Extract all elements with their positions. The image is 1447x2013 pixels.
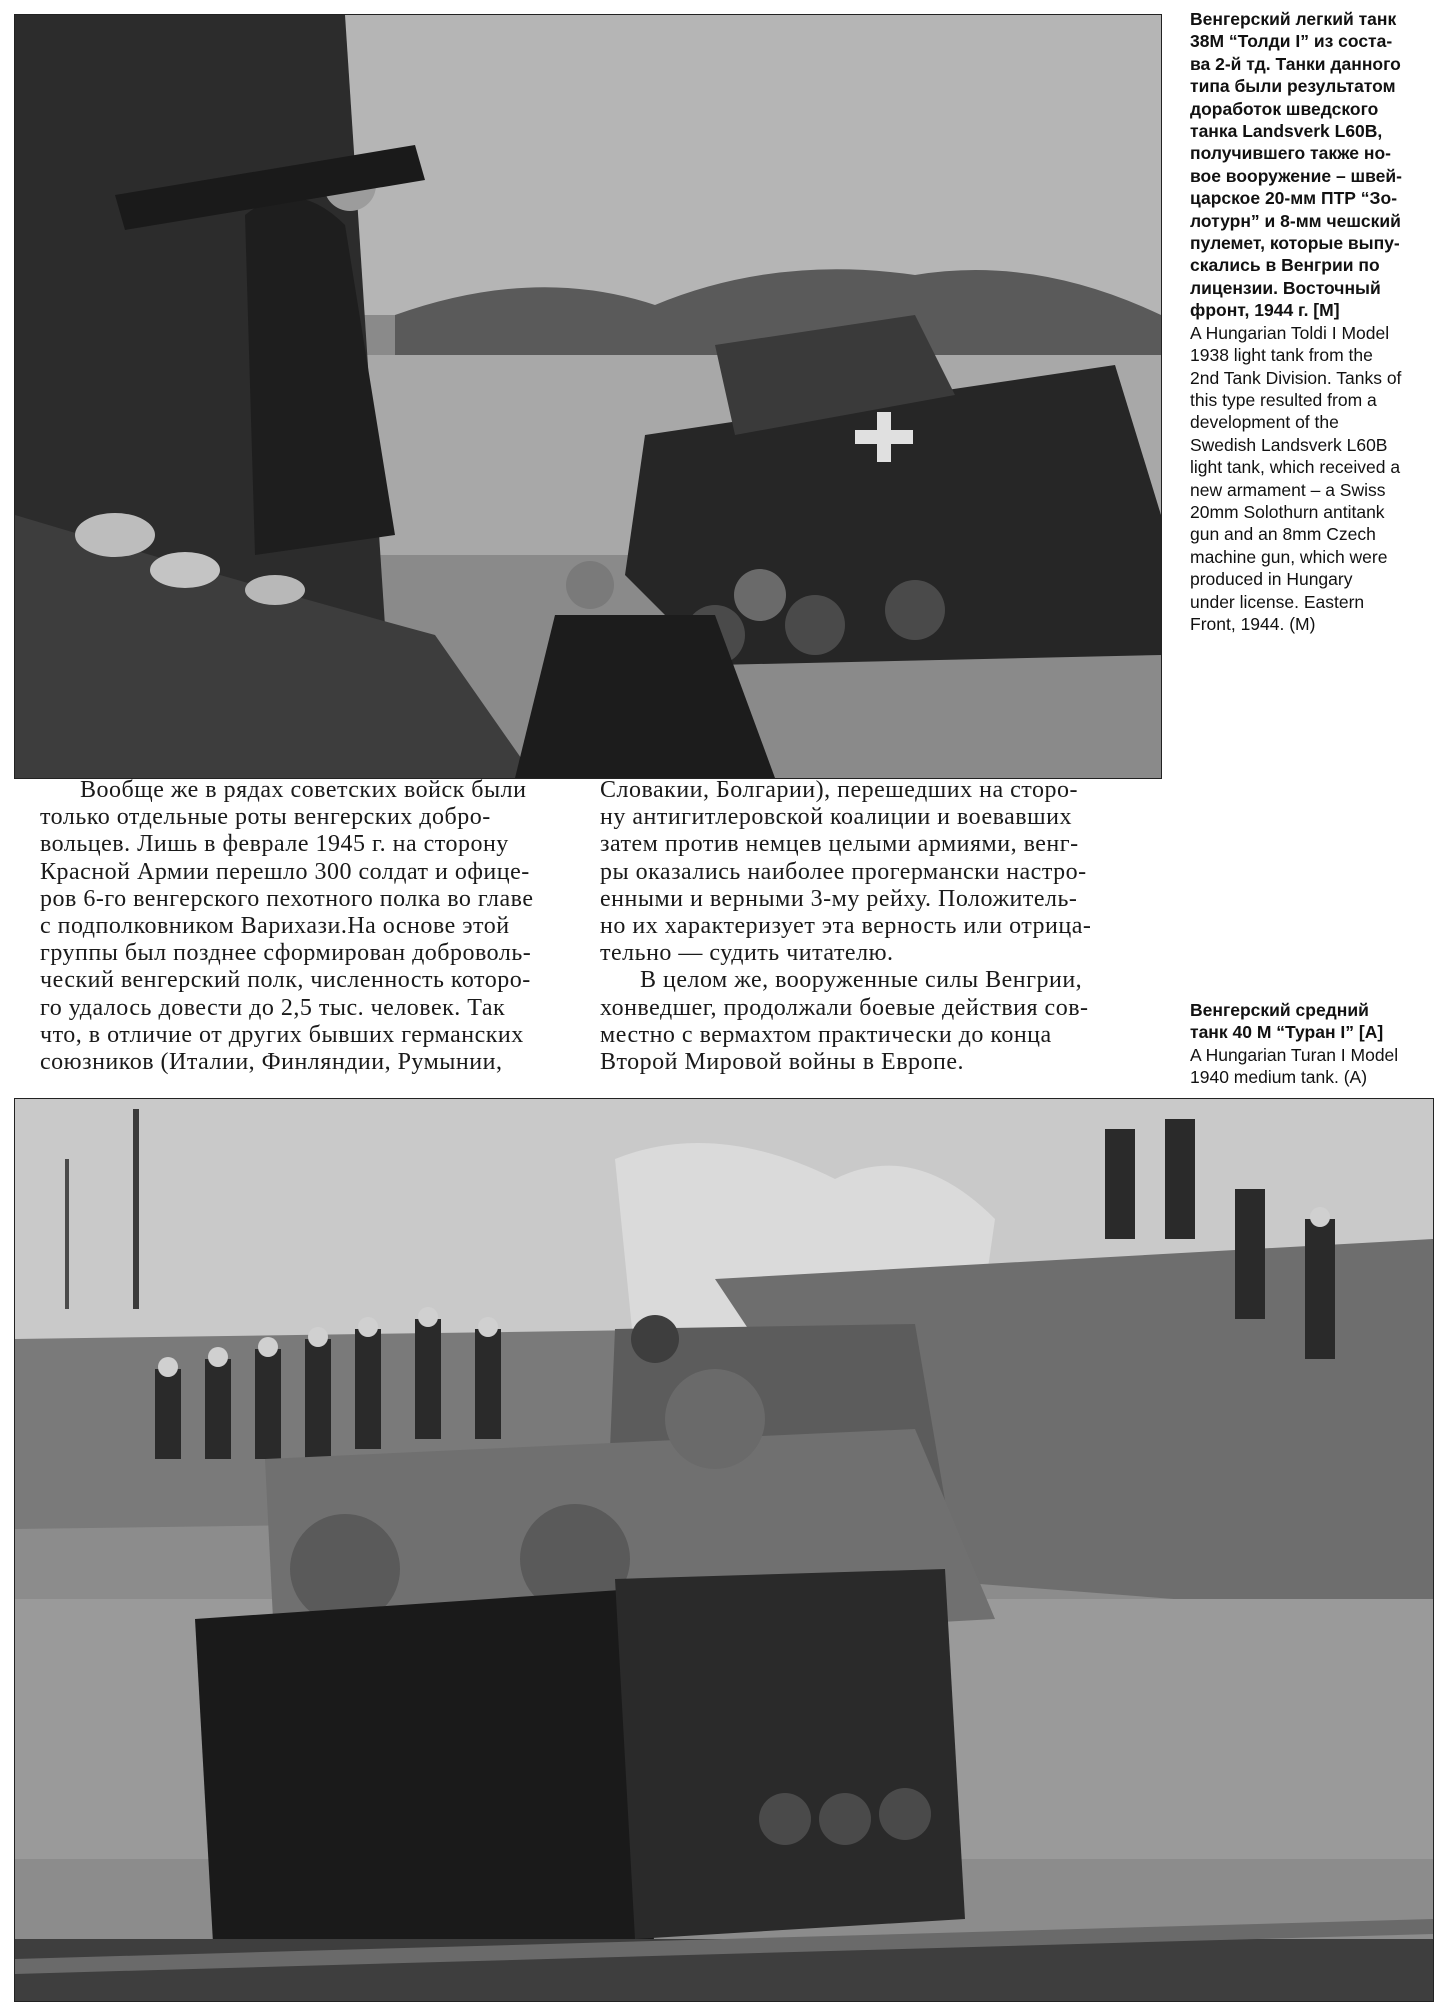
caption-turan-en: A Hungarian Turan I Model 1940 medium tank. (A) <box>1190 1044 1399 1088</box>
body-paragraph-left: Вообще же в рядах советских войск были только отдельные роты венгерских добро- вольцев. Лишь в феврале 1945 г. на сторону Красной Армии перешло 300 солдат и офице- ров 6-го венгерского пехотного полка во главе с подполковником Варихази.На основе этой группы был позднее сформирован доброволь- ческий венгерский полк, численность которо- го удалось довести до 2,5 тыс. человек. Так что, в отличие от других бывших германских союзников (Италии, Финляндии, Румынии, <box>40 777 534 1076</box>
photo-toldi-scene <box>15 15 1161 778</box>
photo-turan-scene <box>15 1099 1433 2001</box>
body-paragraph-right-1: Словакии, Болгарии), перешедших на сторо- ну антигитлеровской коалиции и воевавших затем против немцев целыми армиями, венг- ры оказались наиболее прогермански настро- енными и верными 3-му рейху. Положитель- но их характеризует эта верность или отрица- тельно — судить читателю. <box>600 777 1092 967</box>
photo-turan-tank <box>14 1098 1434 2002</box>
caption-toldi-ru: Венгерский легкий танк 38М “Толди I” из соста- ва 2-й тд. Танки данного типа были результатом доработок шведского танка Landsverk L60B, получившего также но- вое вооружение – швей- царское 20-мм ПТР “Зо- лотурн” и 8-мм чешский пулемет, которые выпу- скались в Венгрии по лицензии. Восточный фронт, 1944 г. [M] <box>1190 9 1402 321</box>
caption-turan <box>1190 999 1440 1089</box>
caption-toldi-en: A Hungarian Toldi I Model 1938 light tank from the 2nd Tank Division. Tanks of this type resulted from a development of the Swedish Landsverk L60B light tank, which received a new armament – a Swiss 20mm Solothurn antitank gun and an 8mm Czech machine gun, which were produced in Hungary under license. Eastern Front, 1944. (M) <box>1190 322 1402 634</box>
caption-turan-ru: Венгерский средний танк 40 М “Туран I” [A] <box>1190 1000 1384 1043</box>
photo-toldi-tank <box>14 14 1162 779</box>
caption-toldi <box>1190 8 1440 635</box>
body-column-right <box>600 777 1160 1076</box>
body-column-left <box>40 777 575 1076</box>
body-paragraph-right-2: В целом же, вооруженные силы Венгрии, хонведшег, продолжали боевые действия сов- местно с вермахтом практически до конца Второй Мировой войны в Европе. <box>600 967 1089 1076</box>
